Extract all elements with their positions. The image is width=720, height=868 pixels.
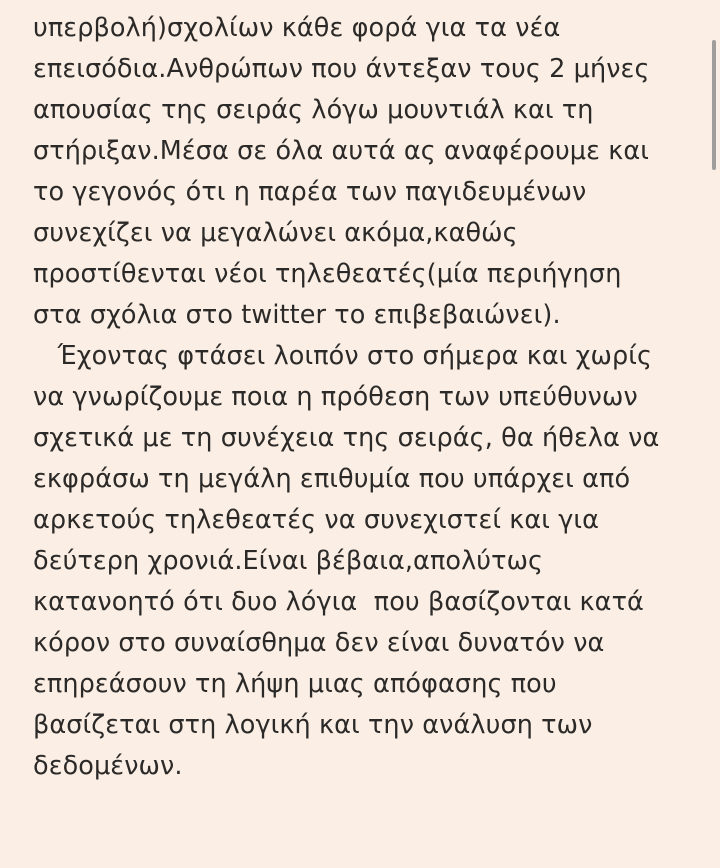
text-line: στήριξαν.Μέσα σε όλα αυτά ας αναφέρουμε και bbox=[33, 136, 649, 166]
text-line: δεδομένων. bbox=[33, 751, 183, 781]
text-line: υπερβολή)σχολίων κάθε φορά για τα νέα bbox=[33, 13, 561, 43]
text-line: κατανοητό ότι δυο λόγια που βασίζονται κατά bbox=[33, 587, 644, 617]
text-line: το γεγονός ότι η παρέα των παγιδευμένων bbox=[33, 177, 587, 207]
text-line: βασίζεται στη λογική και την ανάλυση των bbox=[33, 710, 593, 740]
text-line: επεισόδια.Ανθρώπων που άντεξαν τους 2 μήνες bbox=[33, 54, 650, 84]
text-line: στα σχόλια στο twitter το επιβεβαιώνει). bbox=[33, 300, 561, 330]
text-line: συνεχίζει να μεγαλώνει ακόμα,καθώς bbox=[33, 218, 518, 248]
text-line: προστίθενται νέοι τηλεθεατές(μία περιήγηση bbox=[33, 259, 622, 289]
text-line: κόρον στο συναίσθημα δεν είναι δυνατόν να bbox=[33, 628, 605, 658]
text-line: σχετικά με τη συνέχεια της σειράς, θα ήθελα να bbox=[33, 423, 660, 453]
text-line: να γνωρίζουμε ποια η πρόθεση των υπεύθυνων bbox=[33, 382, 638, 412]
text-line: απουσίας της σειράς λόγω μουντιάλ και τη bbox=[33, 95, 594, 125]
text-line: δεύτερη χρονιά.Είναι βέβαια,απολύτως bbox=[33, 546, 544, 576]
scrollbar[interactable] bbox=[712, 40, 716, 170]
text-line: αρκετούς τηλεθεατές να συνεχιστεί και για bbox=[33, 505, 600, 535]
text-line: επηρεάσουν τη λήψη μιας απόφασης που bbox=[33, 669, 557, 699]
text-line: Έχοντας φτάσει λοιπόν στο σήμερα και χωρίς bbox=[33, 341, 653, 371]
text-line: εκφράσω τη μεγάλη επιθυμία που υπάρχει από bbox=[33, 464, 631, 494]
article-text bbox=[33, 8, 713, 787]
